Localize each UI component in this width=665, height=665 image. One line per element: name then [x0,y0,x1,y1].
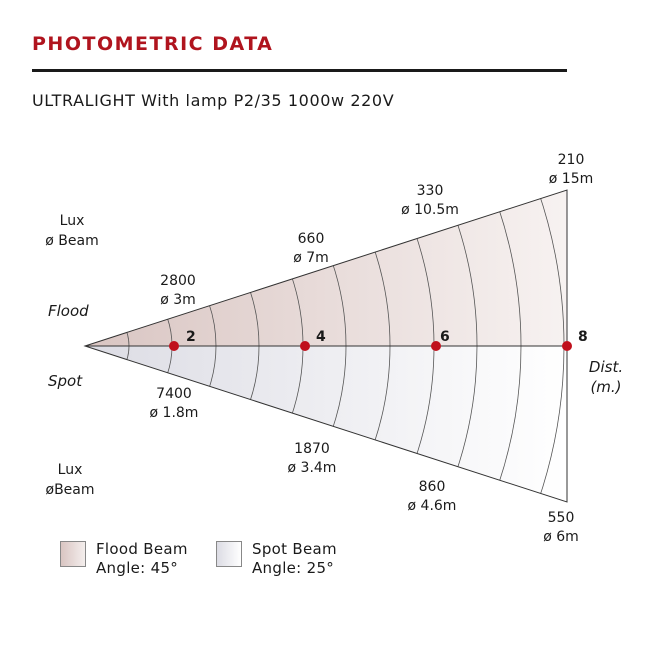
flood-beam-2m: ø 3m [160,292,196,308]
flood-label: Flood [48,302,89,320]
spot-legend-swatch [216,541,242,567]
flood-beam-caption: ø Beam [45,233,99,249]
flood-beam-4m: ø 7m [293,250,329,266]
spot-label: Spot [48,372,83,390]
spot-legend [252,540,337,578]
subtitle: ULTRALIGHT With lamp P2/35 1000w 220V [32,91,395,110]
spot-lux-6m: 860 [418,479,446,495]
flood-lux-2m: 2800 [160,273,196,289]
distance-marker-2 [169,341,179,351]
spot-legend-angle: Angle: 25° [252,559,335,577]
spot-lux-caption: Lux [57,462,83,478]
flood-lux-8m: 210 [557,152,585,168]
flood-legend [96,540,188,578]
flood-beam-8m: ø 15m [548,171,594,187]
spot-lux-8m: 550 [547,510,575,526]
spot-lux-4m: 1870 [294,441,330,457]
distance-marker-8 [562,341,572,351]
spot-beam-caption: øBeam [45,482,95,498]
distance-label-4: 4 [316,329,326,345]
spot-beam-8m: ø 6m [543,529,579,545]
spot-beam-4m: ø 3.4m [287,460,337,476]
flood-legend-name: Flood Beam [96,540,188,558]
flood-lux-4m: 660 [297,231,325,247]
distance-axis-label: Dist. [588,358,624,376]
flood-beam-6m: ø 10.5m [401,202,459,218]
flood-lux-6m: 330 [416,183,444,199]
spot-beam-6m: ø 4.6m [407,498,457,514]
spot-legend-name: Spot Beam [252,540,337,558]
distance-label-6: 6 [440,329,450,345]
spot-lux-2m: 7400 [156,386,192,402]
distance-marker-4 [300,341,310,351]
flood-legend-swatch [60,541,86,567]
distance-label-2: 2 [186,329,196,345]
page-title: PHOTOMETRIC DATA [32,33,274,55]
distance-label-8: 8 [578,329,588,345]
flood-lux-caption: Lux [59,213,85,229]
distance-axis-unit: (m.) [590,378,622,396]
spot-beam-2m: ø 1.8m [149,405,199,421]
flood-legend-angle: Angle: 45° [96,559,179,577]
